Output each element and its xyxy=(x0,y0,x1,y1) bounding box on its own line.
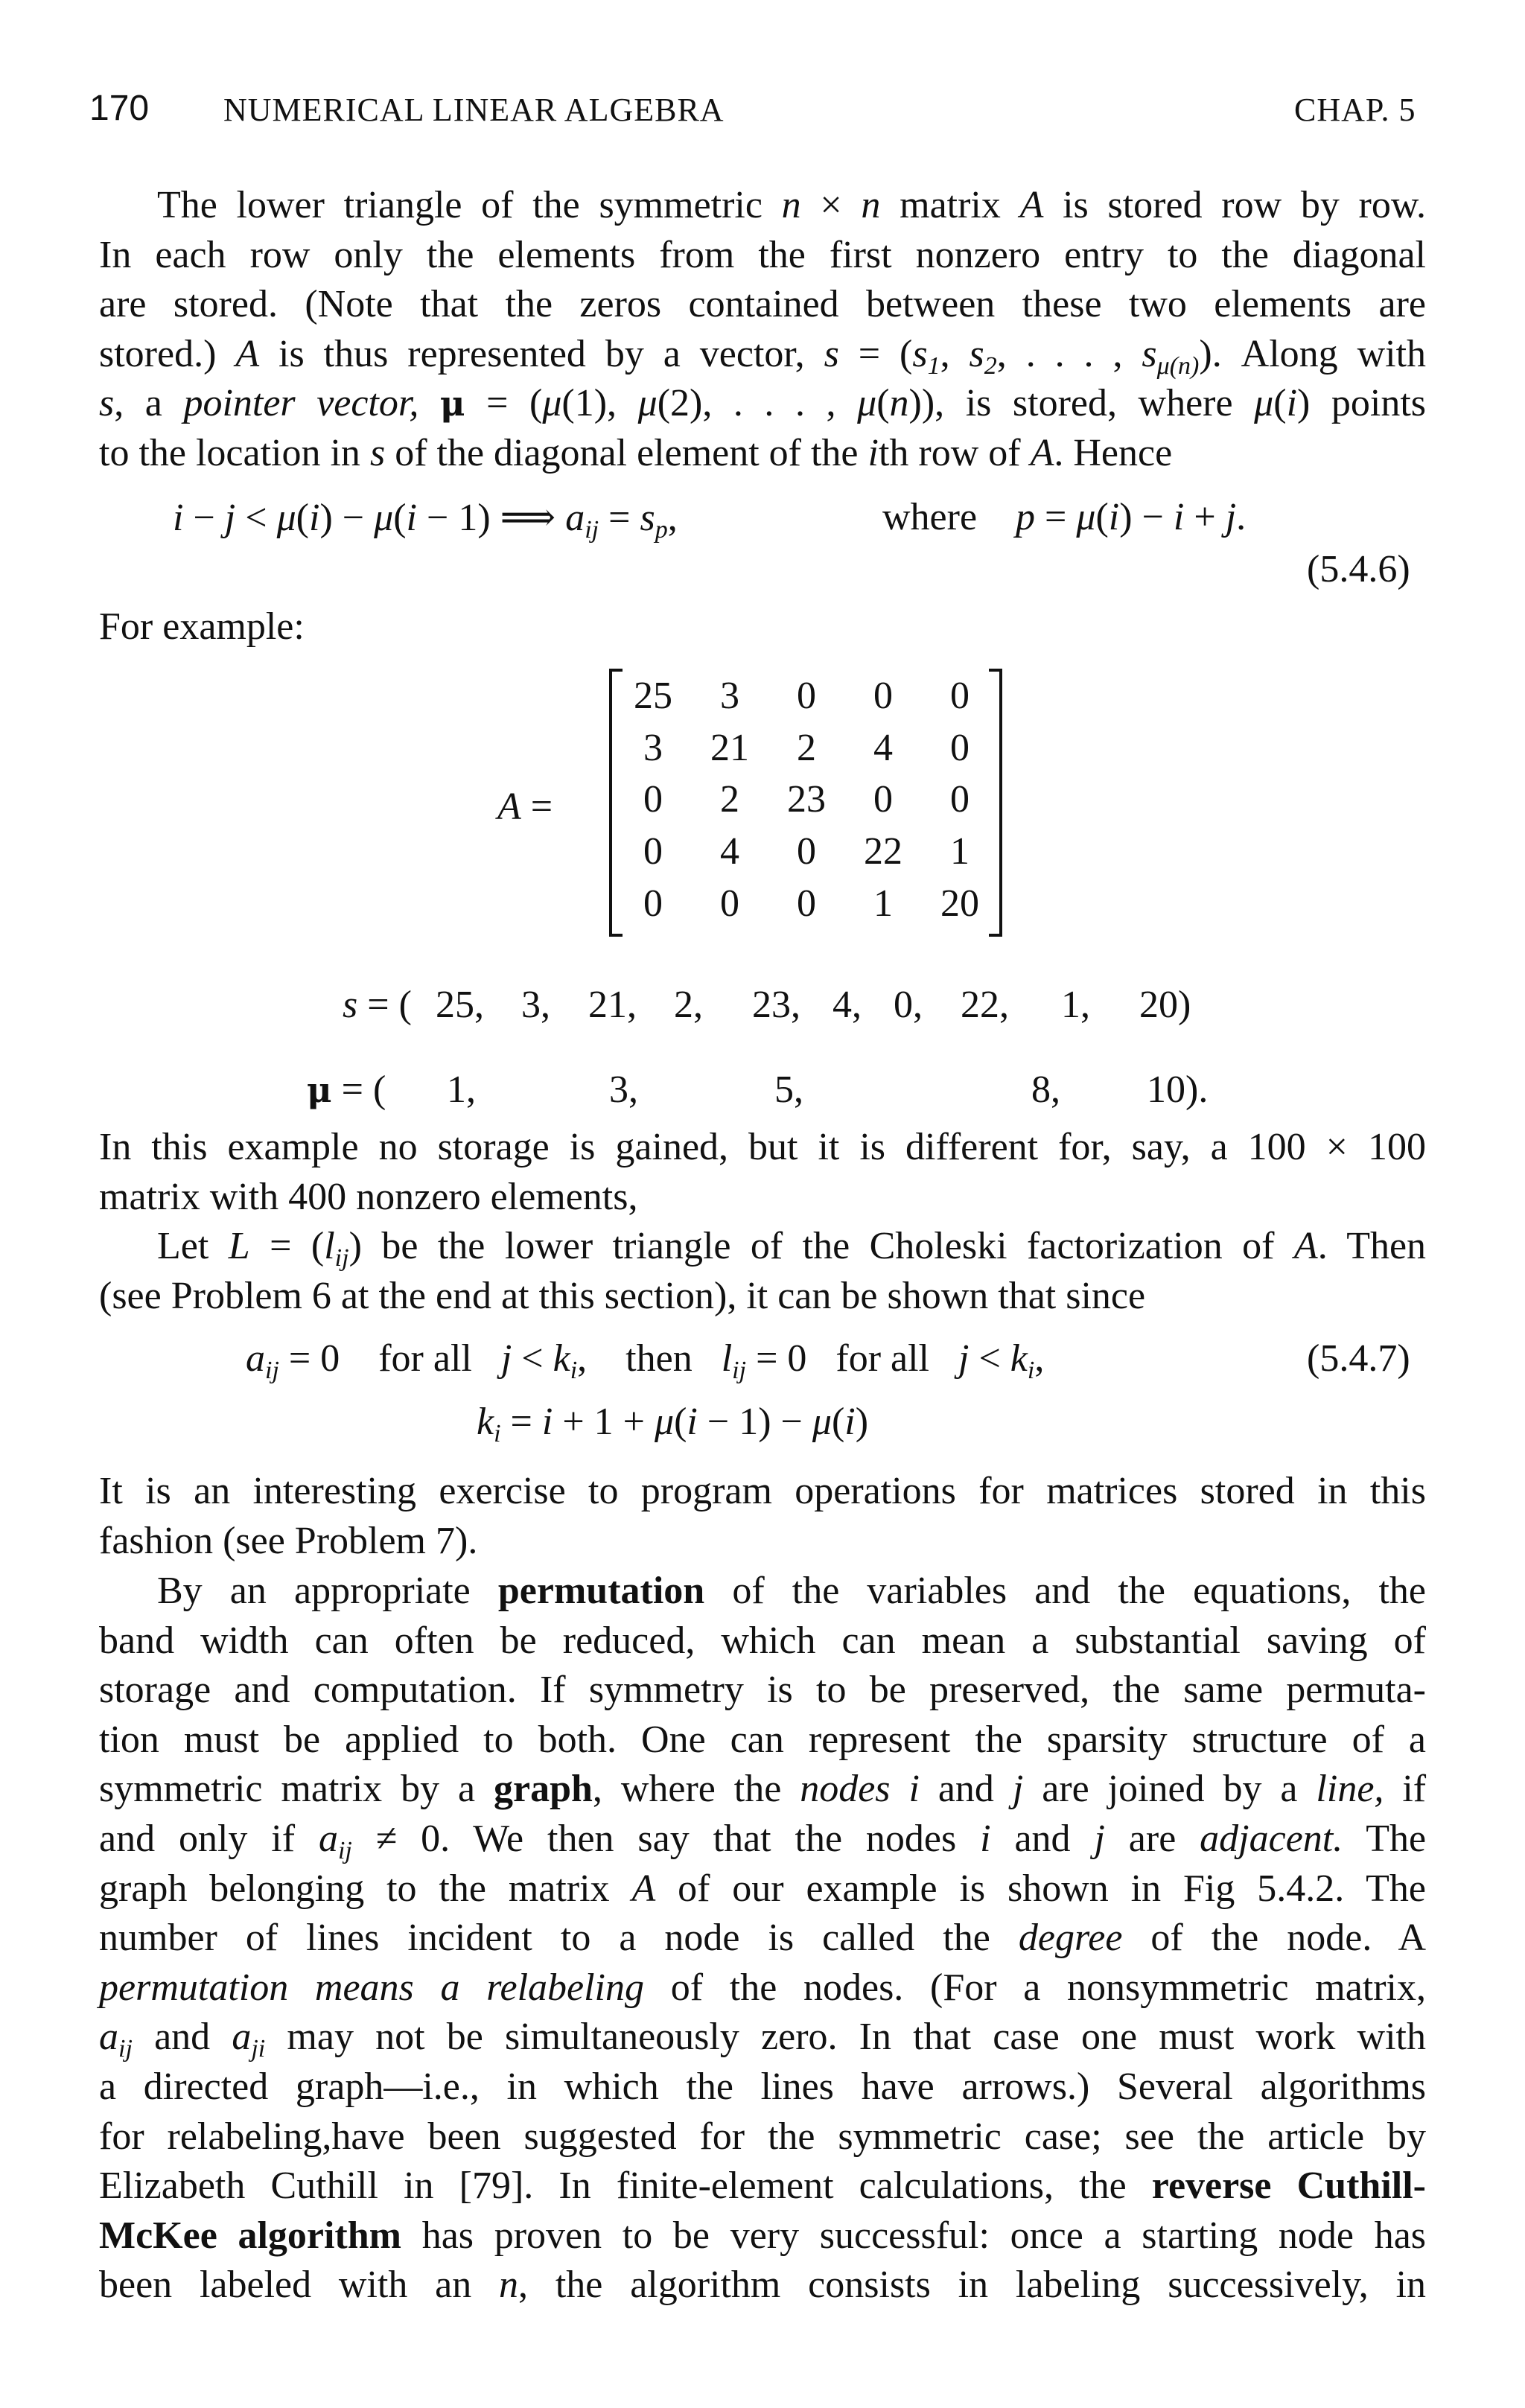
equation-5-4-6: i − j < μ(i) − μ(i − 1) ⟹ $a_{ij} = s_p$, xyxy=(173,497,678,544)
matrix-cell: 2 xyxy=(720,778,739,821)
page-number: 170 xyxy=(89,89,150,128)
mu-vector-label: μ = ( xyxy=(307,1068,386,1111)
mu-vector-entry: 8, xyxy=(1031,1068,1060,1111)
matrix-cell: 3 xyxy=(720,675,739,717)
matrix-cell: 0 xyxy=(950,778,970,821)
for-example-label: For example: xyxy=(99,605,305,648)
s-vector-entry: 2, xyxy=(674,984,703,1026)
matrix-cell: 1 xyxy=(950,830,970,873)
s-vector-entry: 23, xyxy=(752,984,800,1026)
matrix-label: A = xyxy=(497,786,553,828)
s-vector-entry: 0, xyxy=(894,984,923,1026)
s-vector-label: s = ( xyxy=(343,984,412,1026)
matrix-cell: 23 xyxy=(787,778,826,821)
matrix-cell: 0 xyxy=(797,675,816,717)
matrix-cell: 0 xyxy=(873,778,893,821)
equation-5-4-6-where: where p = μ(i) − i + j. xyxy=(882,496,1247,538)
matrix-cell: 0 xyxy=(797,882,816,925)
running-title: NUMERICAL LINEAR ALGEBRA xyxy=(223,92,725,128)
s-vector-entry: 22, xyxy=(961,984,1009,1026)
equation-number-5-4-7: (5.4.7) xyxy=(1307,1337,1410,1380)
paragraph-storage-note: In this example no storage is gained, but it is different for, say, a 100 × 100 matrix with 400 nonzero elements, xyxy=(99,1126,1426,1218)
mu-vector-entry: 5, xyxy=(774,1068,803,1111)
paragraph-choleski: Let $L = (l_{ij})$ be the lower triangle of the Choleski factorization of A. Then (see Problem 6 at the end at this section), it can be shown that since xyxy=(99,1225,1427,1317)
s-vector-entry: 3, xyxy=(521,984,550,1026)
s-vector-entry: 4, xyxy=(832,984,862,1026)
mu-vector-entry: 3, xyxy=(609,1068,638,1111)
matrix-cell: 0 xyxy=(873,675,893,717)
s-vector-entry: 20) xyxy=(1139,984,1191,1026)
equation-number-5-4-6: (5.4.6) xyxy=(1307,548,1410,590)
paragraph-storage-scheme: The lower triangle of the symmetric n × n matrix A is stored row by row. In each row only the elements from the first nonzero entry to the diagonal are stored. (Note that the zeros contained between these two elements are stored.) A is thus represented by a vector, $s = (s_1$, $s_2$, . . . , $s_{\mu(n)}$). Along with s, a pointer vector, μ = (μ(1), μ(2), . . . , μ(n)), is stored, where μ(i) points to the location in s of the diagonal element of the ith row of A. Hence xyxy=(99,184,1427,474)
matrix-cell: 4 xyxy=(873,727,893,769)
matrix-cell: 0 xyxy=(643,778,663,821)
equation-5-4-7: $a_{ij} = 0$ for all $j < k_i$, then $l_{ij} = 0$ for all $j < k_i$, xyxy=(246,1337,1045,1384)
matrix-cell: 0 xyxy=(797,830,816,873)
matrix-cell: 21 xyxy=(710,727,749,769)
matrix-cell: 0 xyxy=(643,882,663,925)
mu-vector-entry: 10). xyxy=(1147,1068,1209,1111)
matrix-cell: 25 xyxy=(634,675,672,717)
paragraph-permutation: By an appropriate permutation of the variables and the equations, the band width can often be reduced, which can mean a substantial saving of storage and computation. If symmetry is to be preserved, the same permuta- tion must be applied to both. One can represent the sparsity structure of a symmetric matrix by a graph, where the nodes i and j are joined by a line, if and only if $a_{ij} \ne 0$. We then say that the nodes i and j are adjacent. The graph belonging to the matrix A of our example is shown in Fig 5.4.2. The number of lines incident to a node is called the degree of the node. A permutation means a relabeling of the nodes. (For a nonsymmetric matrix, $a_{ij}$ and $a_{ji}$ may not be simultaneously zero. In that case one must work with a directed graph—i.e., in which the lines have arrows.) Several algorithms for relabeling,have been suggested for the symmetric case; see the article by Elizabeth Cuthill in [79]. In finite-element calculations, the reverse Cuthill- McKee algorithm has proven to be very successful: once a starting node has been labeled with an n, the algorithm consists in labeling successively, in xyxy=(99,1570,1427,2307)
matrix-cell: 20 xyxy=(940,882,979,925)
matrix-cell: 2 xyxy=(797,727,816,769)
matrix-cell: 0 xyxy=(950,727,970,769)
matrix-cell: 4 xyxy=(720,830,739,873)
s-vector-entry: 1, xyxy=(1061,984,1090,1026)
mu-vector-entry: 1, xyxy=(447,1068,476,1111)
matrix-cell: 0 xyxy=(950,675,970,717)
equation-k-definition: $k_i = i + 1 + \mu(i - 1) - \mu(i)$ xyxy=(477,1401,869,1447)
matrix-cell: 3 xyxy=(643,727,663,769)
s-vector-entry: 21, xyxy=(588,984,637,1026)
s-vector-entry: 25, xyxy=(436,984,484,1026)
paragraph-exercise: It is an interesting exercise to program operations for matrices stored in this fashion (see Problem 7). xyxy=(99,1470,1426,1562)
matrix-cell: 0 xyxy=(720,882,739,925)
matrix-cell: 22 xyxy=(864,830,902,873)
matrix-cell: 0 xyxy=(643,830,663,873)
chapter-label: CHAP. 5 xyxy=(1294,92,1416,128)
matrix-cell: 1 xyxy=(873,882,893,925)
